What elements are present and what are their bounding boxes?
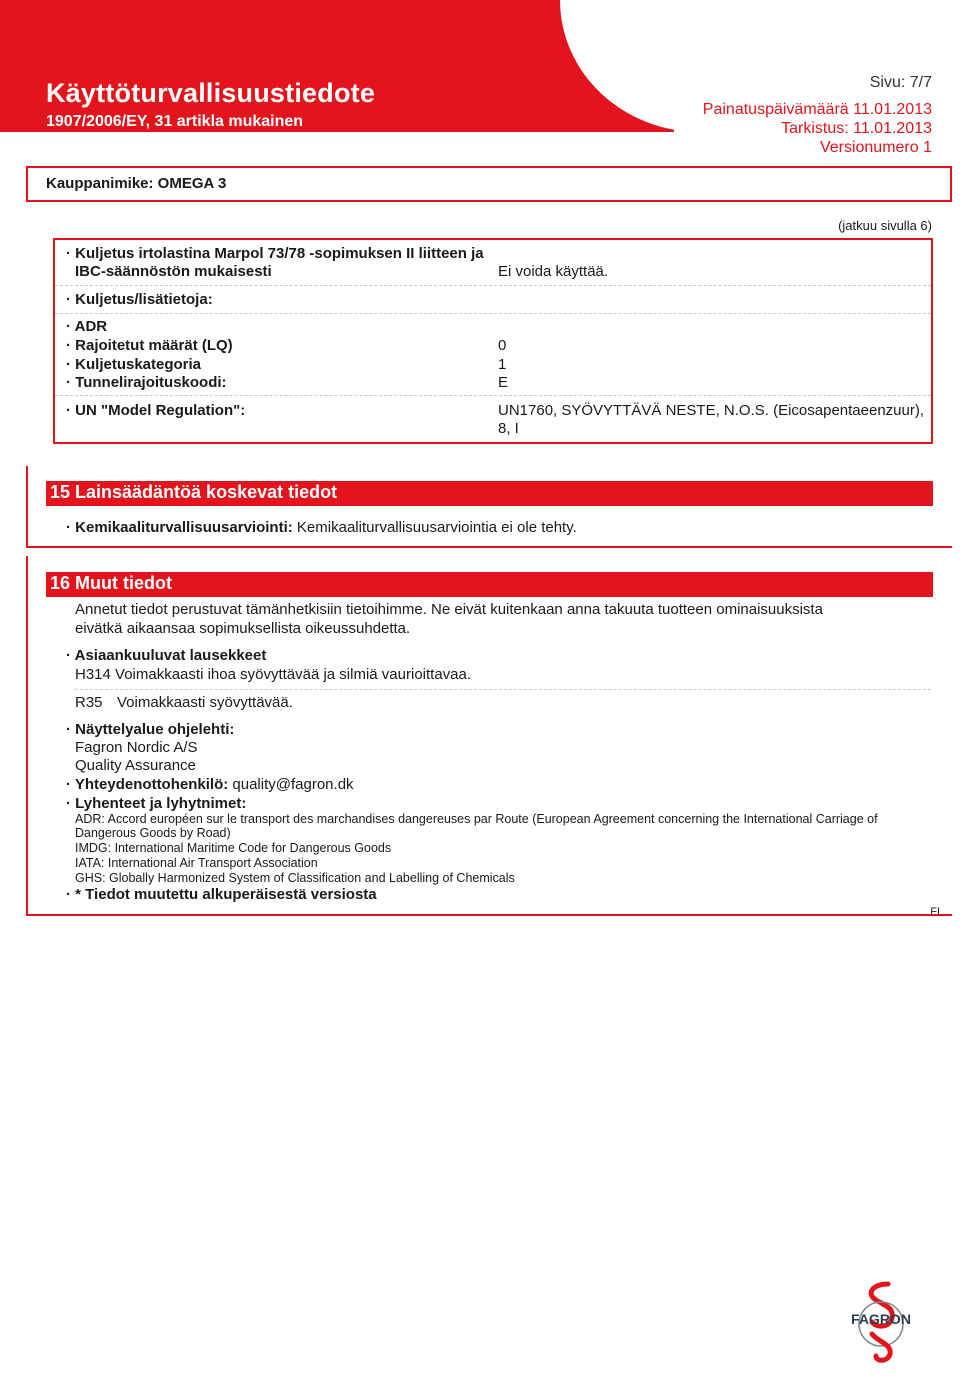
- un-label: · UN "Model Regulation":: [66, 402, 246, 419]
- trade-name: Kauppanimike: OMEGA 3: [46, 175, 227, 192]
- contact-row: [66, 776, 354, 793]
- un-value-2: 8, I: [498, 420, 519, 437]
- abbr-iata: IATA: International Air Transport Association: [75, 856, 318, 870]
- document-title: Käyttöturvallisuustiedote: [46, 78, 376, 108]
- category-value: 1: [498, 356, 507, 373]
- abbreviations-label: · Lyhenteet ja lyhytnimet:: [66, 795, 247, 812]
- country-code: FI: [930, 906, 940, 918]
- print-date: Painatuspäivämäärä 11.01.2013: [702, 101, 932, 118]
- marpol-label-2: IBC-säännöstön mukaisesti: [75, 263, 272, 280]
- issuer-department: Quality Assurance: [75, 757, 196, 774]
- divider: [55, 313, 931, 314]
- abbr-imdg: IMDG: International Maritime Code for Dangerous Goods: [75, 841, 392, 855]
- abbr-ghs: GHS: Globally Harmonized System of Classification and Labelling of Chemicals: [75, 871, 515, 885]
- lq-value: 0: [498, 337, 507, 354]
- lq-label: · Rajoitetut määrät (LQ): [66, 337, 233, 354]
- serpent-tail: [872, 1334, 890, 1360]
- phrases-label: · Asiaankuuluvat lausekkeet: [66, 647, 267, 664]
- abbr-adr: ADR: Accord européen sur le transport des marchandises dangereuses par Route (European Agreement concerning the International Carriage of: [75, 812, 878, 826]
- section-border-left: [26, 466, 28, 548]
- intro-text-2: eivätkä aikaansaa sopimuksellista oikeussuhdetta.: [75, 620, 411, 637]
- un-value: UN1760, SYÖVYTTÄVÄ NESTE, N.O.S. (Eicosapentaeenzuur),: [498, 402, 925, 419]
- r35-code: R35: [75, 694, 103, 711]
- changed-note: · * Tiedot muutettu alkuperäisestä versiosta: [66, 886, 377, 903]
- tunnel-value: E: [498, 374, 509, 391]
- adr-label: · ADR: [66, 318, 108, 335]
- chemical-safety-label: · Kemikaaliturvallisuusarviointi:: [66, 519, 293, 536]
- divider: [55, 395, 931, 396]
- category-label: · Kuljetuskategoria: [66, 356, 202, 373]
- divider: [55, 285, 931, 286]
- contact-email[interactable]: quality@fagron.dk: [232, 776, 354, 793]
- h314-phrase: H314 Voimakkaasti ihoa syövyttävää ja silmiä vaurioittavaa.: [75, 666, 472, 683]
- r35-text: Voimakkaasti syövyttävää.: [117, 694, 293, 711]
- chemical-safety-text: Kemikaaliturvallisuusarviointia ei ole tehty.: [296, 519, 577, 536]
- continued-note: (jatkuu sivulla 6): [838, 218, 932, 233]
- issuer-label: · Näyttelyalue ohjelehti:: [66, 721, 235, 738]
- marpol-label: · Kuljetus irtolastina Marpol 73/78 -sopimuksen II liitteen ja: [66, 245, 484, 262]
- fagron-logo: [836, 1278, 926, 1368]
- tunnel-label: · Tunnelirajoituskoodi:: [66, 374, 227, 391]
- section-15-heading: 15 Lainsäädäntöä koskevat tiedot: [46, 481, 933, 506]
- section-border-bottom: [26, 914, 952, 916]
- logo-text: FAGRON: [851, 1311, 911, 1327]
- issuer-company: Fagron Nordic A/S: [75, 739, 198, 756]
- abbr-adr-2: Dangerous Goods by Road): [75, 826, 231, 840]
- transport-extra-label: · Kuljetus/lisätietoja:: [66, 291, 213, 308]
- section-16-heading: 16 Muut tiedot: [46, 572, 933, 597]
- document-subtitle: 1907/2006/EY, 31 artikla mukainen: [46, 113, 304, 130]
- chemical-safety-row: [66, 519, 577, 536]
- version-number: Versionumero 1: [819, 139, 932, 156]
- divider: [75, 689, 931, 690]
- page-number: Sivu: 7/7: [869, 74, 932, 91]
- revision-date: Tarkistus: 11.01.2013: [781, 120, 932, 137]
- section-border-bottom: [26, 546, 952, 548]
- marpol-value: Ei voida käyttää.: [498, 263, 609, 280]
- contact-label: · Yhteydenottohenkilö:: [66, 776, 229, 793]
- section-border-left: [26, 556, 28, 916]
- intro-text: Annetut tiedot perustuvat tämänhetkisiin tietoihimme. Ne eivät kuitenkaan anna takuuta tuotteen ominaisuuksista: [75, 601, 823, 618]
